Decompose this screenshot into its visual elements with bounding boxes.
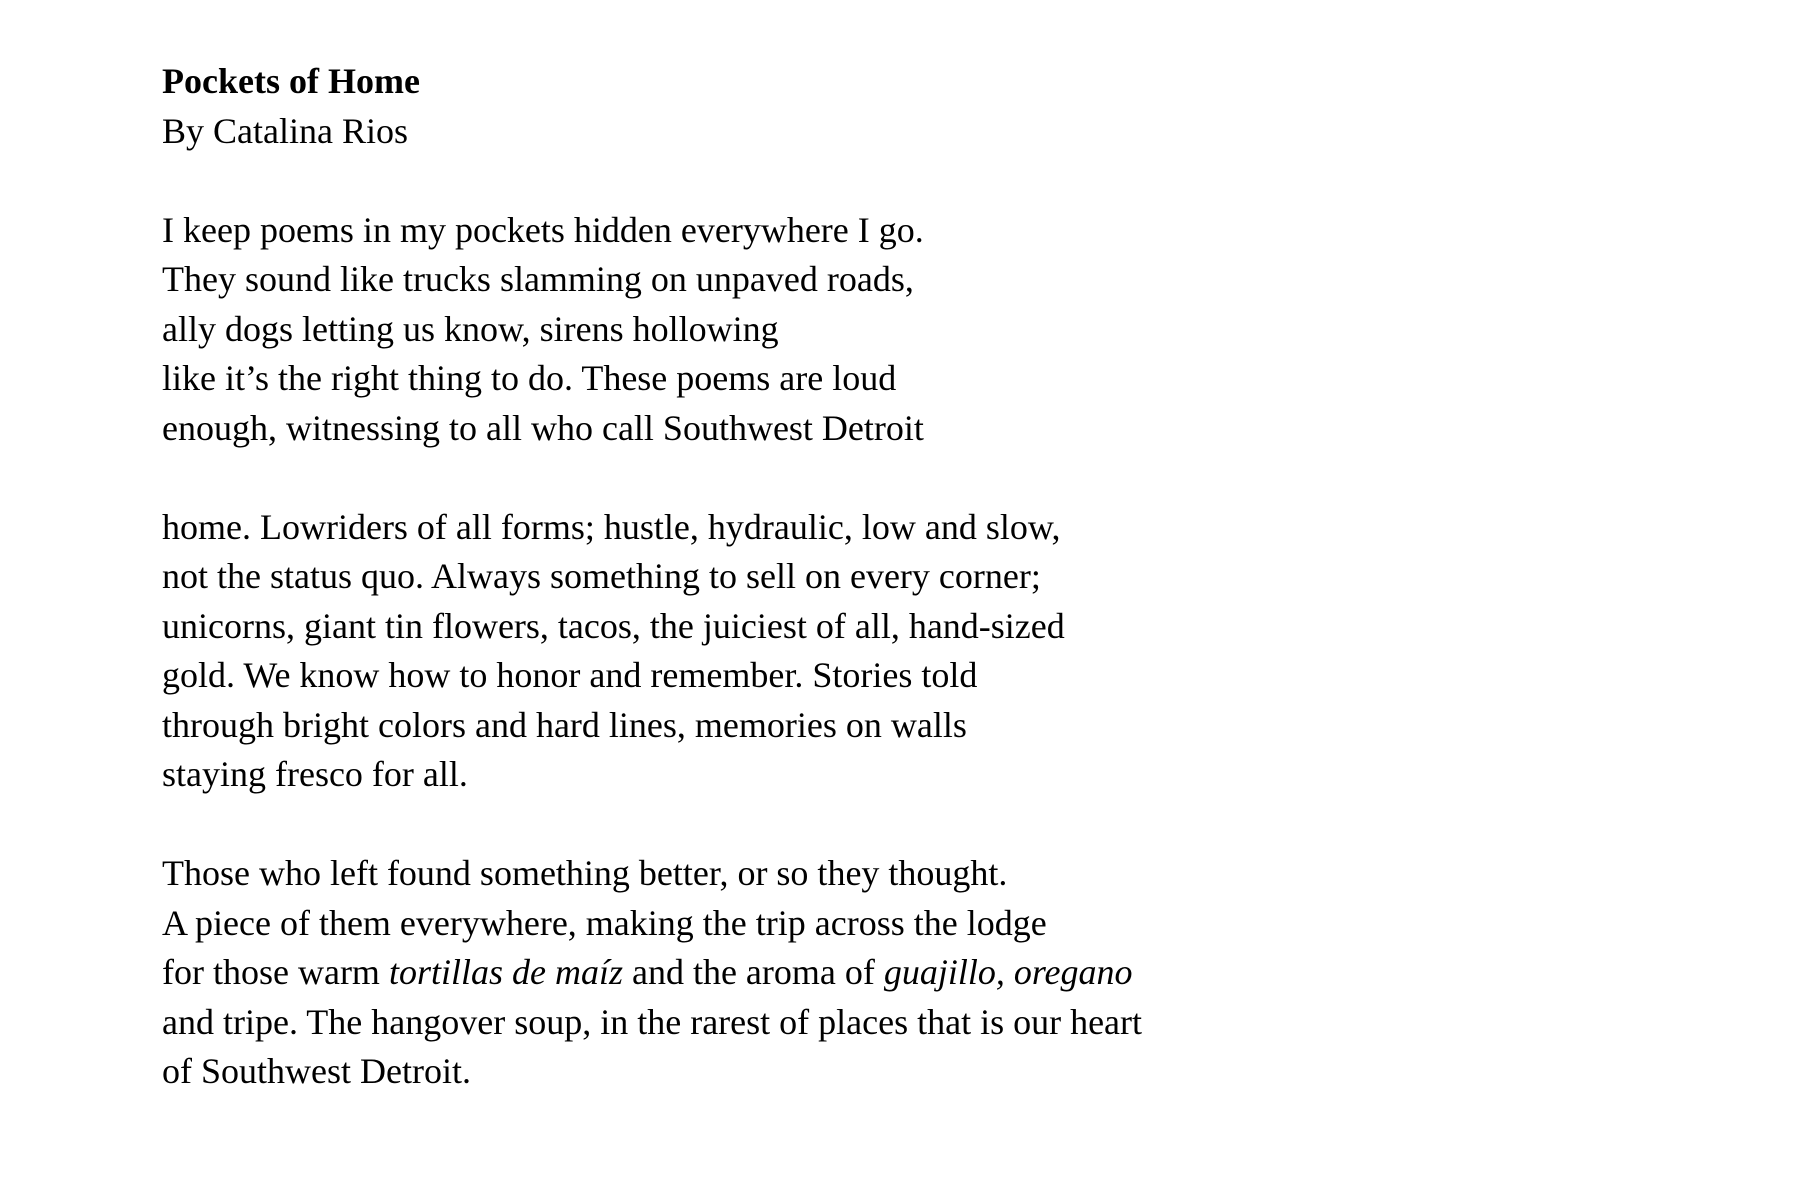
poem-text: for those warm <box>162 952 389 992</box>
poem-line-mixed <box>162 948 1662 998</box>
poem-line: and tripe. The hangover soup, in the rarest of places that is our heart <box>162 1001 1143 1042</box>
poem-line: home. Lowriders of all forms; hustle, hydraulic, low and slow, <box>162 506 1061 547</box>
poem-line: unicorns, giant tin flowers, tacos, the juiciest of all, hand-sized <box>162 605 1065 646</box>
poem-line: They sound like trucks slamming on unpaved roads, <box>162 259 914 299</box>
stanza-2 <box>162 503 1662 800</box>
poem-line: of Southwest Detroit. <box>162 1051 471 1091</box>
poem-line: not the status quo. Always something to sell on every corner; <box>162 556 1041 596</box>
poem-italic-phrase: tortillas de maíz <box>388 952 623 992</box>
stanza-3 <box>162 849 1662 1097</box>
poem-text: and the aroma of <box>622 952 884 992</box>
poem-line: Those who left found something better, or so they thought. <box>162 853 1008 893</box>
poem-line: through bright colors and hard lines, memories on walls <box>162 704 967 745</box>
poem-line: A piece of them everywhere, making the trip across the lodge <box>162 902 1047 943</box>
poem-line: staying fresco for all. <box>162 754 468 794</box>
poem-byline: By Catalina Rios <box>162 110 408 151</box>
poem-line: ally dogs letting us know, sirens hollowing <box>162 308 779 349</box>
poem-document <box>162 57 1662 1097</box>
stanza-gap <box>162 453 1662 503</box>
poem-line: I keep poems in my pockets hidden everywhere I go. <box>162 209 924 250</box>
poem-line: gold. We know how to honor and remember. Stories told <box>162 655 978 695</box>
poem-line: enough, witnessing to all who call Southwest Detroit <box>162 407 924 448</box>
stanza-1 <box>162 206 1662 454</box>
poem-title: Pockets of Home <box>162 61 420 101</box>
poem-italic-phrase: guajillo, oregano <box>883 952 1133 992</box>
stanza-gap <box>162 156 1662 206</box>
stanza-gap <box>162 800 1662 850</box>
poem-line: like it’s the right thing to do. These poems are loud <box>162 358 897 398</box>
